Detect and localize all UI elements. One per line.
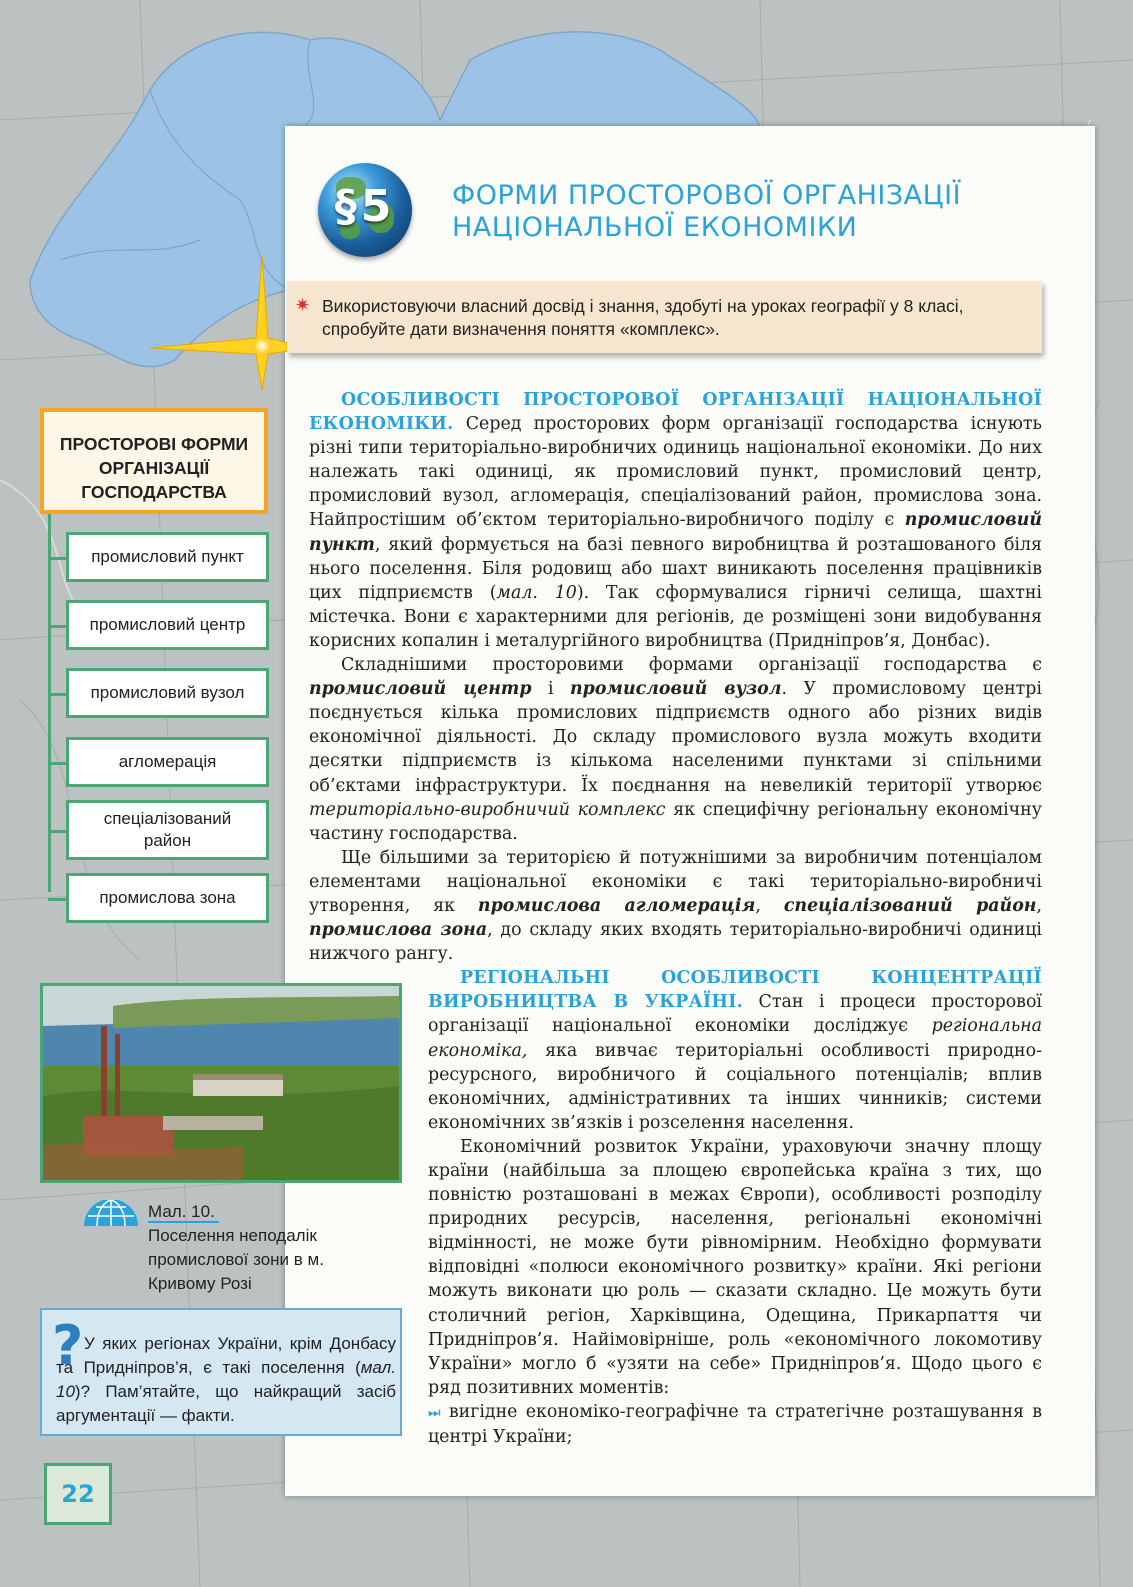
question-text-part: )? Пам’ятайте, що найкращий засіб аргументації — факти. [56, 1382, 396, 1425]
term-italic: регіональна економіка, [428, 1016, 1042, 1061]
fast-forward-icon: ⏭ [428, 1404, 441, 1421]
schema-connector [48, 557, 66, 560]
section-number: §5 [334, 181, 396, 232]
text-run: Серед просторових форм організації господарства існують різні типи територіально-виробничих одиниць національної економіки. До них належать такі одиниці, як промисловий пункт, промисловий центр, промисловий вузол, агломерація, спеціалізований район, промислова зона. Найпростішим об’єктом територіально-виробничого поділу є [309, 414, 1042, 531]
schema-item: спеціалізований район [66, 800, 269, 860]
main-text [309, 388, 1042, 1449]
question-text-part: У яких регіонах України, крім Донбасу та Придніпров’я, є такі поселення ( [56, 1334, 396, 1377]
schema-item: промисловий пункт [66, 532, 269, 582]
term: промисловий центр [309, 679, 532, 700]
schema-connector [48, 830, 66, 833]
text-run: , [1036, 895, 1043, 916]
schema-connector [48, 762, 66, 765]
text-run: ). Так сформувалися гірничі селища, шахтні містечка. Вони є характерними для регіонів, де розміщені зони видобування корисних копалин і металургійного виробництва (Придніпров’я, Донбас). [309, 582, 1042, 651]
question-figure-ref: мал. 10 [56, 1358, 396, 1401]
text-run: , до складу яких входять територіально-виробничі одиниці нижчого рангу. [309, 920, 1042, 965]
schema-item: промисловий центр [66, 600, 269, 650]
schema-connector [48, 693, 66, 696]
paragraph [428, 966, 1042, 1135]
paragraph [309, 653, 1042, 846]
term: промислова зона [309, 920, 488, 941]
section-heading: РЕГІОНАЛЬНІ ОСОБЛИВОСТІ КОНЦЕНТРАЦІЇ ВИРОБНИЦТВА В УКРАЇНІ. [428, 968, 1042, 1013]
schema-item: агломерація [66, 737, 269, 787]
question-mark-icon: ? [52, 1314, 84, 1377]
text-run: . У промисловому центрі поєднується кілька промислових підприємств одного або різних видів економічної діяльності. До складу промислового вузла можуть входити десятки підприємств із кількома населеними пунктами зі спільними об’єктами інфраструктури. Їх поєднання на невеликій території утворює [309, 679, 1042, 796]
globe-caption-icon [82, 1200, 140, 1228]
text-run: Складнішими просторовими формами організації господарства є [341, 655, 1042, 676]
asterisk-icon: ✷ [295, 295, 311, 316]
schema-item: промисловий вузол [66, 668, 269, 718]
paragraph [309, 388, 1042, 653]
term: промисловий пункт [309, 510, 1042, 555]
list-item-text: вигідне економіко-географічне та стратегічне розташування в центрі України; [428, 1401, 1042, 1448]
section-heading: ОСОБЛИВОСТІ ПРОСТОРОВОЇ ОРГАНІЗАЦІЇ НАЦІОНАЛЬНОЇ ЕКОНОМІКИ. [309, 390, 1042, 435]
paragraph [309, 846, 1042, 966]
text-run: яка вивчає територіальні особливості природно-ресурсного, виробничого й соціального потенціалів; вплив економічних, адміністративних та інших чинників; системи економічних зв’язків і розселення населення. [428, 1040, 1042, 1133]
section-globe-icon [318, 163, 412, 257]
text-run: , який формується на базі певного виробництва й розташованого біля нього поселення. Біля родовищ або шахт виникають поселення працівників цих підприємств ( [309, 534, 1042, 603]
text-run: , [755, 895, 784, 916]
sparkle-star-icon [150, 250, 310, 390]
term: спеціалізований район [783, 895, 1037, 916]
schema-title-box [40, 408, 268, 514]
schema-item: промислова зона [66, 873, 269, 923]
list-item [428, 1400, 1042, 1449]
text-run: як специфічну регіональну економічну частину господарства. [309, 799, 1042, 844]
schema-connector [48, 898, 66, 901]
figure-caption-text: Поселення неподалік промислової зони в м. Кривому Розі [148, 1226, 324, 1293]
text-run: Ще більшими за територією й потужнішими за виробничим потенціалом елементами національної економіки є такі територіально-виробничі утворення, як [309, 847, 1042, 916]
section-title: ФОРМИ ПРОСТОРОВОЇ ОРГАНІЗАЦІЇ НАЦІОНАЛЬНОЇ ЕКОНОМІКИ [452, 180, 962, 243]
schema-connector-vertical [48, 514, 51, 892]
text-run: Стан і процеси просторової організації національної економіки досліджує [428, 992, 1042, 1037]
task-text: Використовуючи власний досвід і знання, здобуті на уроках географії у 8 класі, спробуйте дати визначення поняття «комплекс». [322, 296, 964, 339]
figure-label: Мал. 10. [148, 1202, 219, 1223]
page-number: 22 [44, 1463, 112, 1525]
schema-title: ПРОСТОРОВІ ФОРМИ ОРГАНІЗАЦІЇ ГОСПОДАРСТВА [59, 434, 249, 502]
schema-connector [48, 625, 66, 628]
paragraph: Економічний розвиток України, ураховуючи значну площу країни (найбільша за площею європейська країна з тих, що повністю розташовані в межах Європи), особливості розподілу природних ресурсів, населення, регіональні економічні відмінності, не може бути рівномірним. Необхідно формувати відповідні «полюси економічного розвитку» країни. Які регіони можуть виконати цю роль — сказати складно. Це можуть бути столичний регіон, Харківщина, Одещина, Прикарпаття чи Придніпров’я. Найімовірніше, роль «економічного локомотиву України» могло б «узяти на себе» Придніпров’я. Щодо цього є ряд позитивних моментів: [428, 1136, 1042, 1398]
term: промисловий вузол [570, 679, 782, 700]
term-italic: територіально-виробничий комплекс [309, 799, 666, 820]
term: промислова агломерація [477, 895, 756, 916]
text-run: і [531, 679, 571, 700]
task-box [287, 281, 1042, 353]
figure-ref: мал. 10 [496, 582, 577, 603]
